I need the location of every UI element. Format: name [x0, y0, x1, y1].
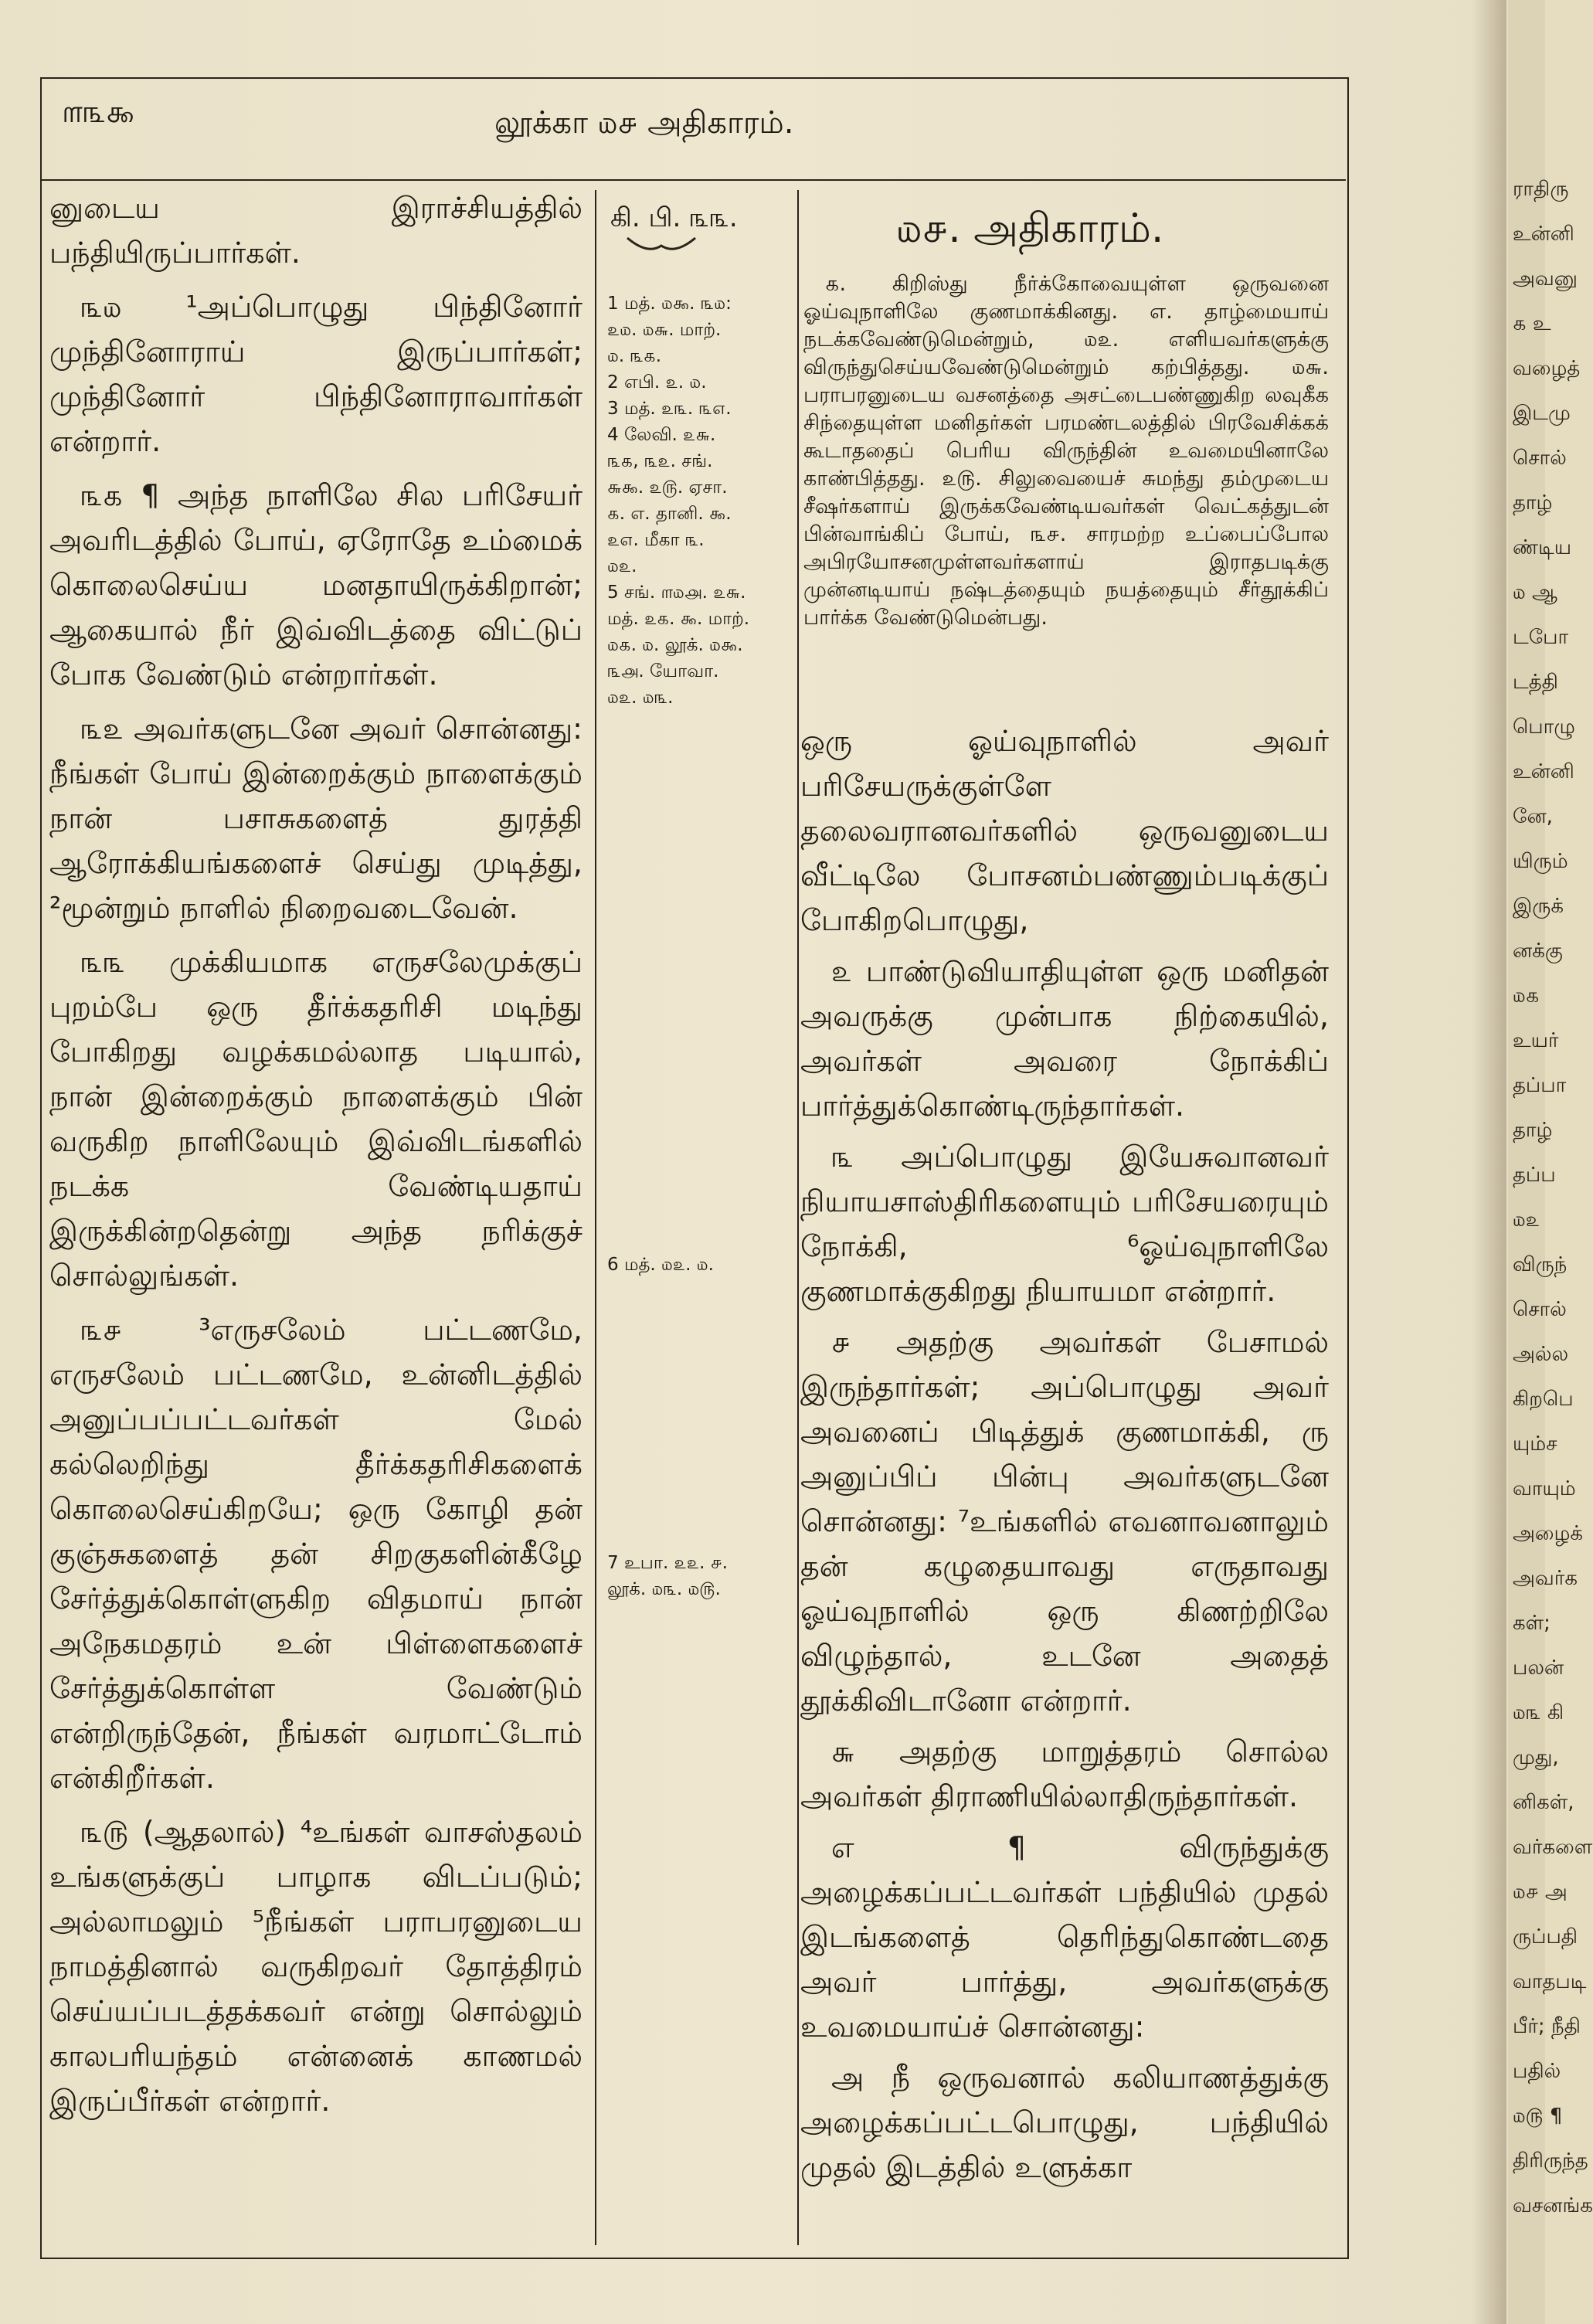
adjacent-page-fragment: பலன் — [1513, 1656, 1564, 1680]
adjacent-page-fragment: னிகள், — [1513, 1791, 1574, 1814]
adjacent-page-fragment: கள்; — [1513, 1612, 1551, 1635]
margin-references-7 — [607, 1550, 793, 1602]
margin-reference: ௰௧. ௰. லூக். ௰௯. — [607, 635, 743, 655]
header-rule — [40, 179, 1346, 181]
adjacent-page-fragment: ௰௩ கி — [1513, 1701, 1564, 1724]
adjacent-page-fragment: ண்டிய — [1513, 536, 1572, 559]
adjacent-page-fragment: தாழ் — [1513, 1119, 1553, 1142]
margin-reference: ௰௨. — [607, 556, 637, 576]
adjacent-page-fragment: ௰௪ அ — [1513, 1881, 1568, 1904]
margin-reference: ௰. ௩௧. — [607, 346, 662, 366]
margin-reference: ௧. எ. தானி. ௯. — [607, 504, 732, 524]
verse-paragraph: ௩௪ ³எருசலேம் பட்டணமே, எருசலேம் பட்டணமே, உன்னிடத்தில் அனுப்பப்பட்டவர்கள் மேல் கல்லெறிந்து தீர்க்கதரிசிகளைக் கொலைசெய்கிறயே; ஒரு கோழி தன் குஞ்சுகளைத் தன் சிறகுகளின்கீழே சேர்த்துக்கொள்ளுகிற விதமாய் நான் அநேகமதரம் உன் பிள்ளைகளைச் சேர்த்துக்கொள்ள வேண்டும் என்றிருந்தேன், நீங்கள் வரமாட்டோம் என்கிறீர்கள். — [49, 1313, 583, 1795]
verse-paragraph: ௩௫ (ஆதலால்) ⁴உங்கள் வாசஸ்தலம் உங்களுக்குப் பாழாக விடப்படும்; அல்லாமலும் ⁵நீங்கள் பராபரனுடைய நாமத்தினால் வருகிறவர் தோத்திரம் செய்யப்படத்தக்கவர் என்று சொல்லும் காலபரியந்தம் என்னைக் காணமல் இருப்பீர்கள் என்றார். — [49, 1815, 583, 2118]
adjacent-page-fragment: வசனங்க — [1513, 2194, 1593, 2217]
adjacent-page-fragment: ௰ ஆ — [1513, 581, 1557, 604]
adjacent-page-fragment: சொல் — [1513, 447, 1567, 470]
verse-paragraph: ஒரு ஓய்வுநாளில் அவர் பரிசேயருக்குள்ளே தலைவரானவர்களில் ஒருவனுடைய வீட்டிலே போசனம்பண்ணும்படிக்குப் போகிறபொழுது, — [800, 724, 1329, 937]
margin-reference: மத். ௨௧. ௯. மாற். — [607, 609, 750, 629]
chapter-summary: ௧. கிறிஸ்து நீர்க்கோவையுள்ள ஒருவனை ஓய்வுநாளிலே குணமாக்கினது. எ. தாழ்மையாய் நடக்கவேண்டுமென்றும், ௰௨. எளியவர்களுக்கு விருந்துசெய்யவேண்டுமென்றும் கற்பித்தது. ௰௬. பராபரனுடைய வசனத்தை அசட்டைபண்ணுகிற லவுகீக சிந்தையுள்ள மனிதர்கள் பரமண்டலத்தில் பிரவேசிக்கக் கூடாததைப் பெரிய விருந்தின் உவமையினாலே காண்பித்தது. ௨௫. சிலுவையைச் சுமந்து தம்முடைய சீஷர்களாய் இருக்கவேண்டியவர்கள் வெட்கத்துடன் பின்வாங்கிப் போய், ௩௪. சாரமற்ற உப்பைப்போல அபிரயோசனமுள்ளவர்களாய் இராதபடிக்கு முன்னடியாய் நஷ்டத்தையும் நயத்தையும் சீர்தூக்கிப் பார்க்க வேண்டுமென்பது. — [803, 272, 1329, 630]
adjacent-page-fragment: ௰௫ ¶ — [1513, 2105, 1563, 2128]
adjacent-page-fragment: தப்ப — [1513, 1164, 1556, 1187]
margin-reference: ௬௯. ௨௫. ஏசா. — [607, 477, 728, 498]
adjacent-page-fragment: அழைக் — [1513, 1522, 1584, 1545]
adjacent-page-fragment: னக்கு — [1513, 939, 1563, 963]
adjacent-page-fragment: ௰௨ — [1513, 1208, 1540, 1232]
adjacent-page-fragment: பதில் — [1513, 2060, 1561, 2083]
adjacent-page-fragment: ௧ உ — [1513, 312, 1551, 335]
adjacent-page-fragment: னே, — [1513, 805, 1553, 828]
adjacent-page-fragment: டபோ — [1513, 626, 1569, 649]
verse-paragraph: ௩ அப்பொழுது இயேசுவானவர் நியாயசாஸ்திரிகளையும் பரிசேயரையும் நோக்கி, ⁶ஓய்வுநாளிலே குணமாக்குகிறது நியாயமா என்றார். — [800, 1140, 1329, 1308]
column-rule-right — [797, 190, 799, 2245]
margin-reference: ௰௨. ௰௩. — [607, 688, 674, 708]
adjacent-page-edge — [1508, 0, 1593, 2324]
margin-reference: 2 எபி. ௨. ௰. — [607, 372, 707, 392]
verse-paragraph: ௩௨ அவர்களுடனே அவர் சொன்னது: நீங்கள் போய் இன்றைக்கும் நாளைக்கும் நான் பசாசுகளைத் துரத்தி ஆரோக்கியங்களைச் செய்து முடித்து, ²மூன்றும் நாளில் நிறைவடைவேன். — [49, 712, 583, 925]
verse-paragraph: னுடைய இராச்சியத்தில் பந்தியிருப்பார்கள். — [49, 191, 583, 270]
adjacent-page-fragment: டத்தி — [1513, 671, 1558, 694]
page-number: ௱௩௯ — [62, 94, 135, 130]
verse-paragraph: ௪ அதற்கு அவர்கள் பேசாமல் இருந்தார்கள்; அப்பொழுது அவர் அவனைப் பிடித்துக் குணமாக்கி, ரு அனுப்பிப் பின்பு அவர்களுடனே சொன்னது: ⁷உங்களில் எவனாவனாலும் தன் கழுதையாவது எருதாவது ஓய்வுநாளில் ஒரு கிணற்றிலே விழுந்தால், உடனே அதைத் தூக்கிவிடானோ என்றார். — [800, 1325, 1329, 1718]
margin-reference: 7 உபா. ௨௨. ௪. — [607, 1553, 728, 1573]
adjacent-page-fragment: ருப்பதி — [1513, 1925, 1578, 1949]
column-rule-left — [595, 190, 596, 2245]
verse-paragraph: அ நீ ஒருவனால் கலியாணத்துக்கு அழைக்கப்பட்டபொழுது, பந்தியில் முதல் இடத்தில் உளுக்கா — [800, 2061, 1329, 2184]
margin-reference: 1 மத். ௰௯. ௩௰: — [607, 294, 732, 314]
verse-paragraph: ௬ அதற்கு மாறுத்தரம் சொல்ல அவர்கள் திராணியில்லாதிருந்தார்கள். — [800, 1735, 1329, 1813]
page-gutter-shadow — [1472, 0, 1506, 2324]
adjacent-page-fragment: தாழ் — [1513, 491, 1553, 515]
adjacent-page-fragment: உன்னி — [1513, 760, 1574, 783]
adjacent-page-fragment: யும்ச — [1513, 1432, 1557, 1456]
margin-references-top — [607, 290, 793, 711]
margin-year-heading: கி. பி. ௩௩. — [610, 202, 738, 233]
adjacent-page-fragment: வாதபடி — [1513, 1970, 1587, 1993]
running-title: லூக்கா ௰௪ அதிகாரம். — [494, 105, 794, 141]
margin-reference: ௩௮. யோவா. — [607, 661, 719, 681]
adjacent-page-fragment: திரிருந்த — [1513, 2149, 1588, 2173]
margin-reference: ௨௭. மீகா ௩. — [607, 530, 705, 550]
adjacent-page-fragment: உயர் — [1513, 1029, 1559, 1052]
verse-paragraph: எ ¶ விருந்துக்கு அழைக்கப்பட்டவர்கள் பந்தியில் முதல் இடங்களைத் தெரிந்துகொண்டதை அவர் பார்த்து, அவர்களுக்கு உவமையாய்ச் சொன்னது: — [800, 1830, 1329, 2044]
adjacent-page-fragment: யிரும் — [1513, 850, 1568, 873]
margin-reference: 5 சங். ௱௰௮. ௨௬. — [607, 583, 746, 603]
adjacent-page-fragment: விருந் — [1513, 1253, 1568, 1276]
adjacent-page-fragment: ௰௧ — [1513, 984, 1540, 1007]
margin-reference: ௩௧, ௩௨. சங். — [607, 451, 713, 471]
verse-paragraph: ௩௩ முக்கியமாக எருசலேமுக்குப் புறம்பே ஒரு தீர்க்கதரிசி மடிந்து போகிறது வழக்கமல்லாத படியால், நான் இன்றைக்கும் நாளைக்கும் பின் வருகிற நாளிலேயும் இவ்விடங்களில் நடக்க வேண்டியதாய் இருக்கின்றதென்று அந்த நரிக்குச் சொல்லுங்கள். — [49, 945, 583, 1293]
adjacent-page-fragment: இடமு — [1513, 402, 1571, 425]
adjacent-page-fragment: இருக் — [1513, 895, 1564, 918]
verse-paragraph: ௩௧ ¶ அந்த நாளிலே சில பரிசேயர் அவரிடத்தில் போய், ஏரோதே உம்மைக் கொலைசெய்ய மனதாயிருக்கிறான்; ஆகையால் நீர் இவ்விடத்தை விட்டுப் போக வேண்டும் என்றார்கள். — [49, 478, 583, 691]
adjacent-page-fragment: முது, — [1513, 1746, 1559, 1769]
adjacent-page-fragment: அவர்க — [1513, 1567, 1578, 1590]
margin-reference: 4 லேவி. ௨௬. — [607, 425, 716, 445]
margin-reference: ௨௰. ௰௬. மாற். — [607, 320, 722, 340]
verse-paragraph: ௨ பாண்டுவியாதியுள்ள ஒரு மனிதன் அவருக்கு முன்பாக நிற்கையில், அவர்கள் அவரை நோக்கிப் பார்த்துக்கொண்டிருந்தார்கள். — [800, 954, 1329, 1123]
left-text-column — [49, 185, 583, 2132]
adjacent-page-fragment: பீர்; நீதி — [1513, 2015, 1581, 2038]
chapter-title: ௰௪. அதிகாரம். — [896, 206, 1164, 252]
verse-paragraph: ௩௰ ¹அப்பொழுது பிந்தினோர் முந்தினோராய் இருப்பார்கள்; முந்தினோர் பிந்தினோராவார்கள் என்றார். — [49, 290, 583, 458]
right-text-column — [800, 719, 1329, 2196]
margin-reference: லூக். ௰௩. ௰௫. — [607, 1579, 721, 1599]
adjacent-page-fragment: கிறபெ — [1513, 1388, 1574, 1411]
adjacent-page-fragment: ராதிரு — [1513, 178, 1569, 201]
margin-reference: 3 மத். ௨௩. ௩௭. — [607, 399, 732, 419]
adjacent-page-fragment: வழைத் — [1513, 357, 1581, 380]
adjacent-page-fragment: உன்னி — [1513, 223, 1574, 246]
ornament-flourish — [624, 232, 698, 255]
adjacent-page-fragment: தப்பா — [1513, 1074, 1567, 1097]
adjacent-page-fragment: சொல் — [1513, 1298, 1567, 1321]
adjacent-page-fragment: அவனு — [1513, 267, 1578, 290]
adjacent-page-fragment: பொழு — [1513, 715, 1575, 739]
adjacent-page-fragment: அல்ல — [1513, 1343, 1569, 1366]
adjacent-page-fragment: வாயும் — [1513, 1477, 1576, 1500]
margin-reference-6: 6 மத். ௰௨. ௰. — [607, 1255, 714, 1275]
adjacent-page-fragment: வர்களை — [1513, 1836, 1593, 1859]
